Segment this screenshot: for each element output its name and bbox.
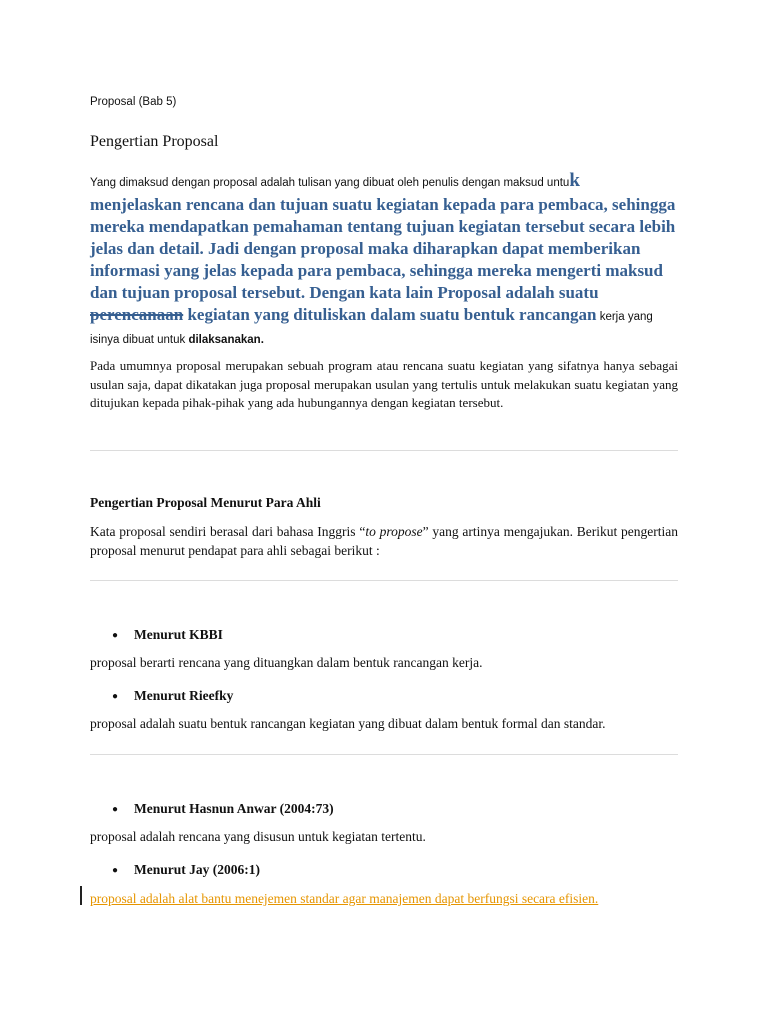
list-item-kbbi — [112, 627, 223, 643]
list-item-heading: Menurut Hasnun Anwar (2004:73) — [134, 801, 334, 816]
intro-paragraph — [90, 170, 680, 351]
divider — [90, 450, 678, 451]
paragraph-definition: Pada umumnya proposal merupakan sebuah program atau rencana suatu kegiatan yang sifatnya hanya sebagai usulan saja, dapat dikatakan juga proposal merupakan usulan yang tertulis untuk melakukan suatu kegiatan yang ditujukan kepada pihak-pihak yang ada hubungannya dengan kegiatan tersebut. — [90, 358, 678, 410]
list-item-heading: Menurut Rieefky — [134, 688, 234, 703]
etymology-text-2: ” yang artinya mengajukan. Berikut pengertian proposal menurut pendapat para ahli sebagai berikut : — [90, 524, 678, 558]
text-cursor — [80, 886, 82, 905]
section2-title: Pengertian Proposal Menurut Para Ahli — [90, 495, 321, 510]
bullet-icon: ● — [112, 691, 119, 702]
definition-text: proposal adalah rencana yang disusun untuk kegiatan tertentu. — [90, 829, 426, 844]
intro-text-small-3: dilaksanakan. — [188, 334, 264, 346]
list-item-heading: Menurut Jay (2006:1) — [134, 862, 260, 877]
bullet-icon: ● — [112, 865, 119, 876]
definition-text: proposal adalah suatu bentuk rancangan kegiatan yang dibuat dalam bentuk formal dan standar. — [90, 716, 606, 731]
list-item-heading: Menurut KBBI — [134, 627, 223, 642]
etymology-italic: to propose — [365, 524, 423, 539]
divider — [90, 580, 678, 581]
bullet-icon: ● — [112, 804, 119, 815]
paragraph-etymology — [90, 523, 678, 560]
intro-text-large-2: kegiatan yang dituliskan dalam suatu bentuk rancangan — [183, 305, 597, 324]
intro-text-large: menjelaskan rencana dan tujuan suatu kegiatan kepada para pembaca, sehingga mereka mendapatkan pemahaman tentang tujuan kegiatan tersebut secara lebih jelas dan detail. Jadi dengan proposal maka diharapkan dapat memberikan informasi yang jelas kepada para pembaca, sehingga mereka mengerti maksud dan tujuan proposal tersebut. Dengan kata lain Proposal adalah suatu — [90, 195, 676, 302]
list-item-rieefky — [112, 688, 233, 704]
list-item-jay — [112, 862, 260, 878]
intro-strikethrough-word: perencanaan — [90, 305, 184, 324]
list-item-hasnun-anwar — [112, 801, 334, 817]
definition-link[interactable]: proposal adalah alat bantu menejemen standar agar manajemen dapat berfungsi secara efisien. — [90, 891, 599, 906]
bullet-icon: ● — [112, 630, 119, 641]
intro-text-small: Yang dimaksud dengan proposal adalah tulisan yang dibuat oleh penulis dengan maksud untu — [90, 177, 570, 189]
divider — [90, 754, 678, 755]
intro-letter-k: k — [569, 170, 580, 191]
etymology-text-1: Kata proposal sendiri berasal dari bahasa Inggris “ — [90, 524, 366, 539]
intro-text-small-2: kerja yang isinya dibuat untuk — [90, 311, 653, 346]
section-title: Pengertian Proposal — [90, 133, 219, 150]
document-title: Proposal (Bab 5) — [90, 96, 177, 108]
definition-text: proposal berarti rencana yang dituangkan dalam bentuk rancangan kerja. — [90, 655, 483, 670]
